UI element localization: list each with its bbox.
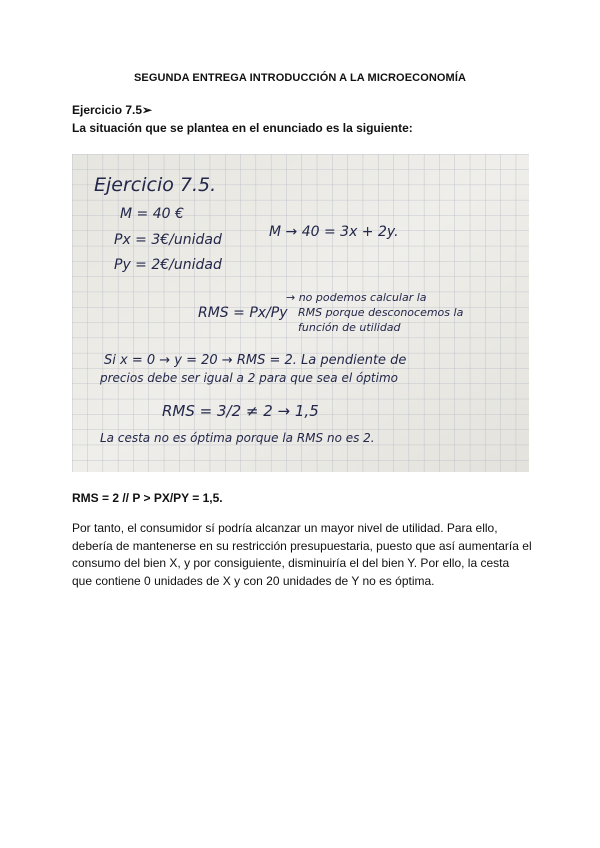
explanation-paragraph: Por tanto, el consumidor sí podría alcanzar un mayor nivel de utilidad. Para ello, debería de mantenerse en su restricción presupuestaria, puesto que así aumentaría el consumo del bien X, y por consiguiente, disminuiría el del bien Y. Por ello, la cesta que contiene 0 unidades de X y con 20 unidades de Y no es óptima. (72, 521, 532, 588)
hw-money: M = 40 € (120, 206, 184, 222)
page-title: SEGUNDA ENTREGA INTRODUCCIÓN A LA MICROECONOMÍA (133, 72, 467, 84)
rms-formula: RMS = 2 // P > PX/PY = 1,5. (72, 491, 223, 505)
exercise-label: Ejercicio 7.5➢ (72, 103, 153, 117)
hw-note-line-3: función de utilidad (298, 321, 401, 334)
hw-conclusion: La cesta no es óptima porque la RMS no es 2. (100, 431, 375, 445)
hw-note-line-1: → no podemos calcular la (286, 291, 427, 304)
hw-price-y: Py = 2€/unidad (114, 257, 222, 273)
hw-line-si: Si x = 0 → y = 20 → RMS = 2. La pendiente de (104, 353, 407, 368)
hw-rms-ratio: RMS = Px/Py (198, 305, 288, 321)
hw-rms-fraction: RMS = 3/2 ≠ 2 → 1,5 (162, 402, 319, 420)
intro-text: La situación que se plantea en el enunciado es la siguiente: (72, 121, 413, 135)
hw-note-line-2: RMS porque desconocemos la (298, 306, 464, 319)
hw-price-x: Px = 3€/unidad (114, 232, 222, 248)
hw-heading: Ejercicio 7.5. (94, 174, 217, 196)
hw-line-precios: precios debe ser igual a 2 para que sea el óptimo (100, 371, 399, 385)
hw-budget-line: M → 40 = 3x + 2y. (269, 224, 399, 240)
handwritten-notes-photo (72, 154, 529, 472)
